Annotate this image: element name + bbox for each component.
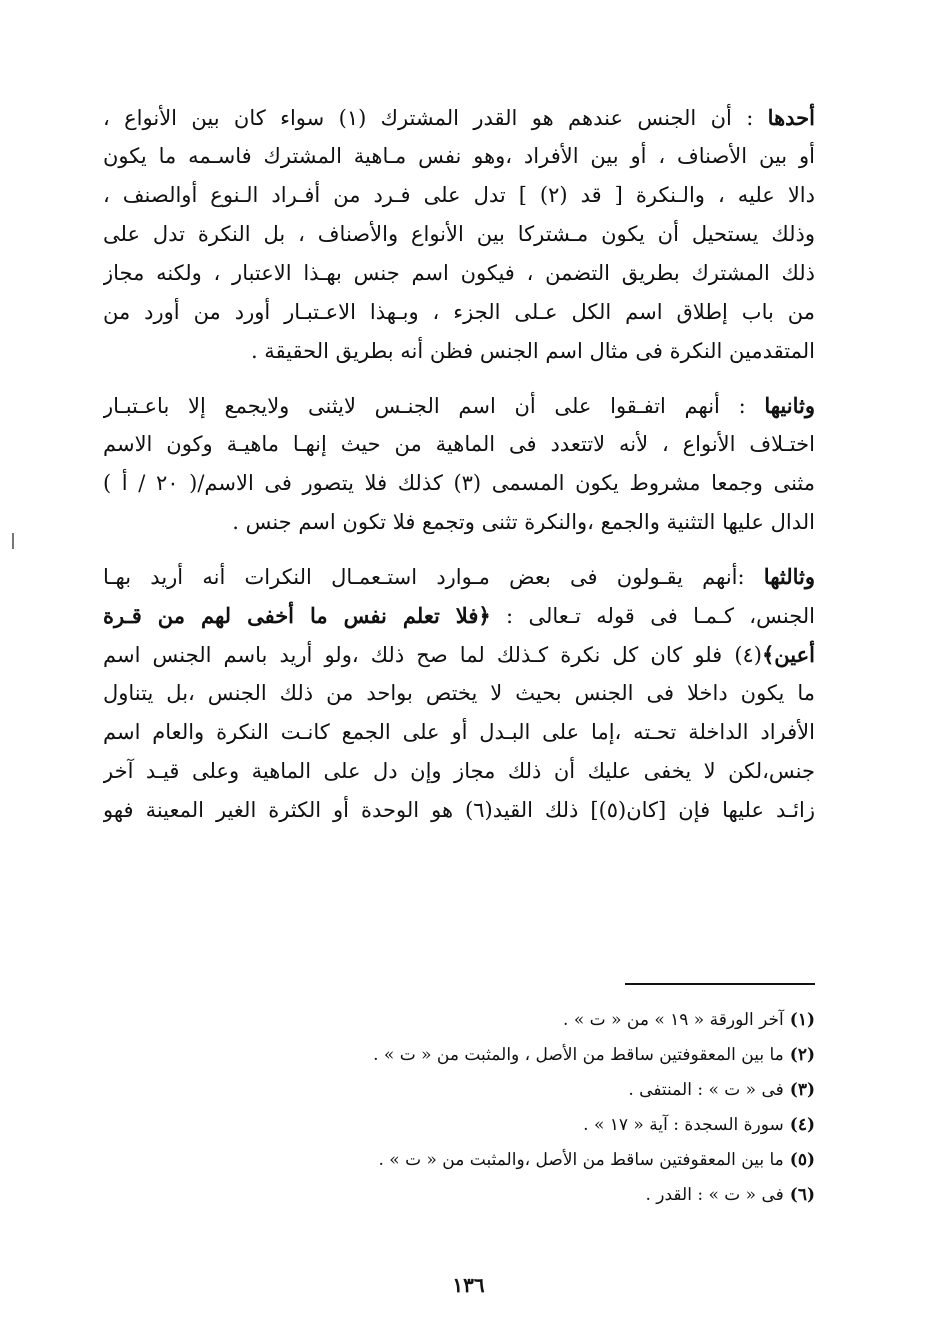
footnote-number: (١) (789, 1010, 815, 1030)
text-line: دالا عليه ، والـنكرة [ قد (٢) ] تدل على فـرد من أفـراد الـنوع أوالصنف ، (103, 183, 815, 207)
footnote-text: ما بين المعقوفتين ساقط من الأصل ،والمثبت من « ت » . (378, 1150, 784, 1170)
text-line: زائـد عليها فإن [كان(٥)] ذلك القيد(٦) هو الوحدة أو الكثرة الغير المعينة فهو (103, 798, 815, 822)
text-line-content: :أنهم يقـولون فى بعض مـوارد استـعمـال النكرات أنه أريد بهـا (103, 565, 764, 589)
footnote-text: ما بين المعقوفتين ساقط من الأصل ، والمثبت من « ت » . (373, 1045, 784, 1065)
text-line: الأفراد الداخلة تحـته ،إما على البـدل أو على الجمع كانـت النكرة والعام اسم (103, 720, 815, 744)
paragraph-lead: وثانيها (764, 393, 815, 418)
text-line: الدال عليها التثنية والجمع ،والنكرة تثنى وتجمع فلا تكون اسم جنس . (232, 510, 815, 534)
text-line: ذلك المشترك بطريق التضمن ، فيكون اسم جنس بهـذا الاعتبار ، ولكنه مجاز (103, 261, 815, 285)
text-line: اختـلاف الأنواع ، لأنه لاتتعدد فى الماهية من حيث إنهـا ماهيـة وكون الاسم (103, 432, 815, 456)
footnote (115, 1143, 815, 1178)
footnote (115, 1178, 815, 1213)
paragraph-gap (103, 371, 815, 386)
text-line-content: : أنهم اتفـقوا على أن اسم الجنـس لايثنى ولايجمع إلا باعـتبـار (103, 394, 765, 418)
footnote (115, 1003, 815, 1038)
paragraph-lead: وثالثها (763, 564, 815, 589)
footnote-number: (٥) (789, 1150, 815, 1170)
text-line: أو بين الأصناف ، أو بين الأفراد ،وهو نفس مـاهية المشترك فاسـمه ما يكون (103, 144, 815, 168)
footnote-number: (٤) (789, 1115, 815, 1135)
page-number: ١٣٦ (452, 1273, 485, 1297)
text-line-content: : أن الجنس عندهم هو القدر المشترك (١) سواء كان بين الأنواع ، (103, 106, 768, 130)
quran-quote: أعين﴾ (762, 642, 815, 667)
text-line: وذلك يستحيل أن يكون مـشتركا بين الأنواع والأصناف ، بل النكرة تدل على (103, 222, 815, 246)
text-line (103, 557, 815, 596)
footnote-text: فى « ت » : المنتفى . (628, 1080, 784, 1100)
text-line-content: الجنس، كـمـا فى قوله تـعالى : (490, 604, 815, 628)
text-line: جنس،لكن لا يخفى عليك أن ذلك مجاز وإن دل على الماهية وعلى قيـد آخر (103, 759, 815, 783)
footnote-divider (625, 983, 815, 985)
scan-artifact (12, 533, 14, 549)
text-line: المتقدمين النكرة فى مثال اسم الجنس فظن أنه بطريق الحقيقة . (250, 339, 815, 363)
paragraph-lead: أحدها (767, 105, 815, 130)
footnote-text: آخر الورقة « ١٩ » من « ت » . (563, 1010, 784, 1030)
text-line: من باب إطلاق اسم الكل عـلى الجزء ، وبـهذا الاعـتبـار أورد من أورد من (103, 300, 815, 324)
text-line (103, 635, 815, 674)
text-line (103, 386, 815, 425)
footnote-text: فى « ت » : القدر . (645, 1185, 784, 1205)
quran-quote: ﴿فلا تعلم نفس ما أخفى لهم من قـرة (103, 603, 491, 628)
footnote-number: (٢) (789, 1045, 815, 1065)
text-line-content: (٤) فلو كان كل نكرة كـذلك لما صح ذلك ،ولو أريد باسم الجنس اسم (103, 643, 762, 667)
main-text (103, 98, 815, 830)
footnote-text: سورة السجدة : آية « ١٧ » . (583, 1115, 784, 1135)
text-line (103, 98, 815, 137)
footnote (115, 1038, 815, 1073)
footnote-number: (٦) (789, 1185, 815, 1205)
footnote-number: (٣) (789, 1080, 815, 1100)
text-line (103, 596, 815, 635)
footnotes (115, 1003, 815, 1213)
text-line: مثنى وجمعا مشروط يكون المسمى (٣) كذلك فلا يتصور فى الاسم/( ٢٠ / أ ) (103, 471, 815, 495)
footnote (115, 1073, 815, 1108)
paragraph-gap (103, 542, 815, 557)
text-line: ما يكون داخلا فى الجنس بحيث لا يختص بواحد من ذلك الجنس ،بل يتناول (103, 681, 815, 705)
footnote (115, 1108, 815, 1143)
